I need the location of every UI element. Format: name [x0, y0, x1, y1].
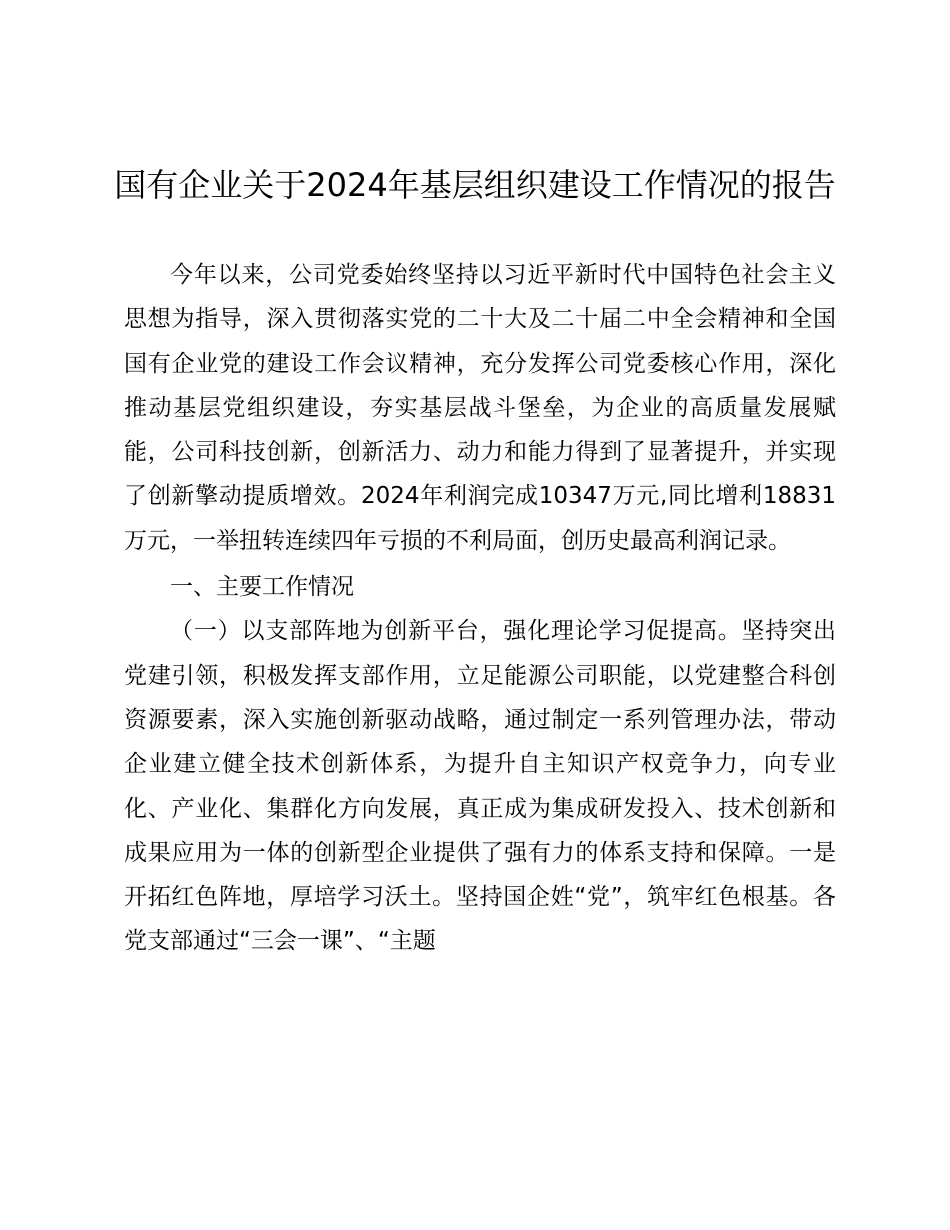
subsection-paragraph-1: （一）以支部阵地为创新平台，强化理论学习促提高。坚持突出党建引领，积极发挥支部作用，立足能源公司职能，以党建整合科创资源要素，深入实施创新驱动战略，通过制定一系列管理办法，带动企业建立健全技术创新体系，为提升自主知识产权竞争力，向专业化、产业化、集群化方向发展，真正成为集成研发投入、技术创新和成果应用为一体的创新型企业提供了强有力的体系支持和保障。一是开拓红色阵地，厚培学习沃土。坚持国企姓“党”，筑牢红色根基。各党支部通过“三会一课”、“主题 [124, 618, 836, 955]
document-title: 国有企业关于2024年基层组织建设工作情况的报告 [114, 166, 836, 204]
section-heading-main-work: 一、主要工作情况 [170, 574, 354, 601]
document-body [124, 253, 836, 964]
intro-paragraph: 今年以来，公司党委始终坚持以习近平新时代中国特色社会主义思想为指导，深入贯彻落实党的二十大及二十届二中全会精神和全国国有企业党的建设工作会议精神，充分发挥公司党委核心作用，深化推动基层党组织建设，夯实基层战斗堡垒，为企业的高质量发展赋能，公司科技创新，创新活力、动力和能力得到了显著提升，并实现了创新擎动提质增效。2024年利润完成10347万元,同比增利18831万元，一举扭转连续四年亏损的不利局面，创历史最高利润记录。 [124, 262, 836, 554]
